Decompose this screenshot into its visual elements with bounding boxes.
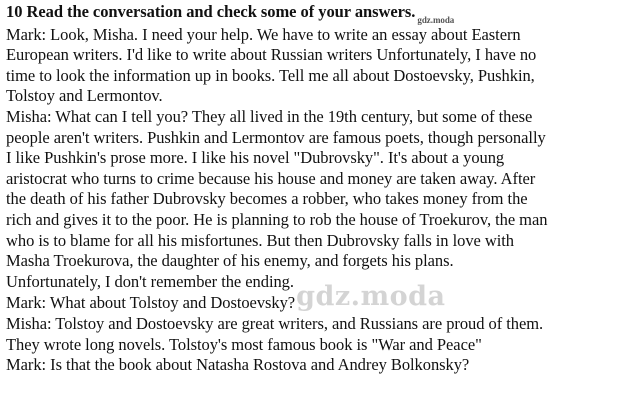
text-line-3: time to look the information up in books. Tell me all about Dostoevsky, Pushkin, <box>6 65 535 85</box>
text-line-15: Misha: Tolstoy and Dostoevsky are great writers, and Russians are proud of them. <box>6 313 544 333</box>
text-line-8: aristocrat who turns to crime because his house and money are taken away. After <box>6 168 536 188</box>
text-line-11: who is to blame for all his misfortunes. But then Dubrovsky falls in love with <box>6 230 515 250</box>
watermark-large: gdz.moda <box>296 281 446 313</box>
text-line-6: people aren't writers. Pushkin and Lermontov are famous poets, though personally <box>6 127 546 147</box>
text-line-1: Mark: Look, Misha. I need your help. We have to write an essay about Eastern <box>6 24 521 44</box>
text-line-12: Masha Troekurova, the daughter of his enemy, and forgets his plans. <box>6 251 454 271</box>
text-line-2: European writers. I'd like to write about Russian writers Unfortunately, I have no <box>6 45 537 65</box>
heading-line <box>6 2 622 25</box>
text-line-16: They wrote long novels. Tolstoy's most famous book is "War and Peace" <box>6 334 482 354</box>
text-line-5: Misha: What can I tell you? They all lived in the 19th century, but some of these <box>6 106 533 126</box>
exercise-page <box>6 2 622 376</box>
text-line-13: Unfortunately, I don't remember the ending. <box>6 271 294 291</box>
text-line-9: the death of his father Dubrovsky becomes a robber, who takes money from the <box>6 189 528 209</box>
text-line-17: Mark: Is that the book about Natasha Rostova and Andrey Bolkonsky? <box>6 355 470 375</box>
text-line-4: Tolstoy and Lermontov. <box>6 86 163 106</box>
text-line-14-text: Mark: What about Tolstoy and Dostoevsky? <box>6 293 296 313</box>
exercise-heading: 10 Read the conversation and check some of your answers. <box>6 2 416 21</box>
text-line-7: I like Pushkin's prose more. I like his novel "Dubrovsky". It's about a young <box>6 148 505 168</box>
text-line-10: rich and gives it to the poor. He is planning to rob the house of Troekurov, the man <box>6 209 548 229</box>
watermark-small: gdz.moda <box>417 15 455 25</box>
